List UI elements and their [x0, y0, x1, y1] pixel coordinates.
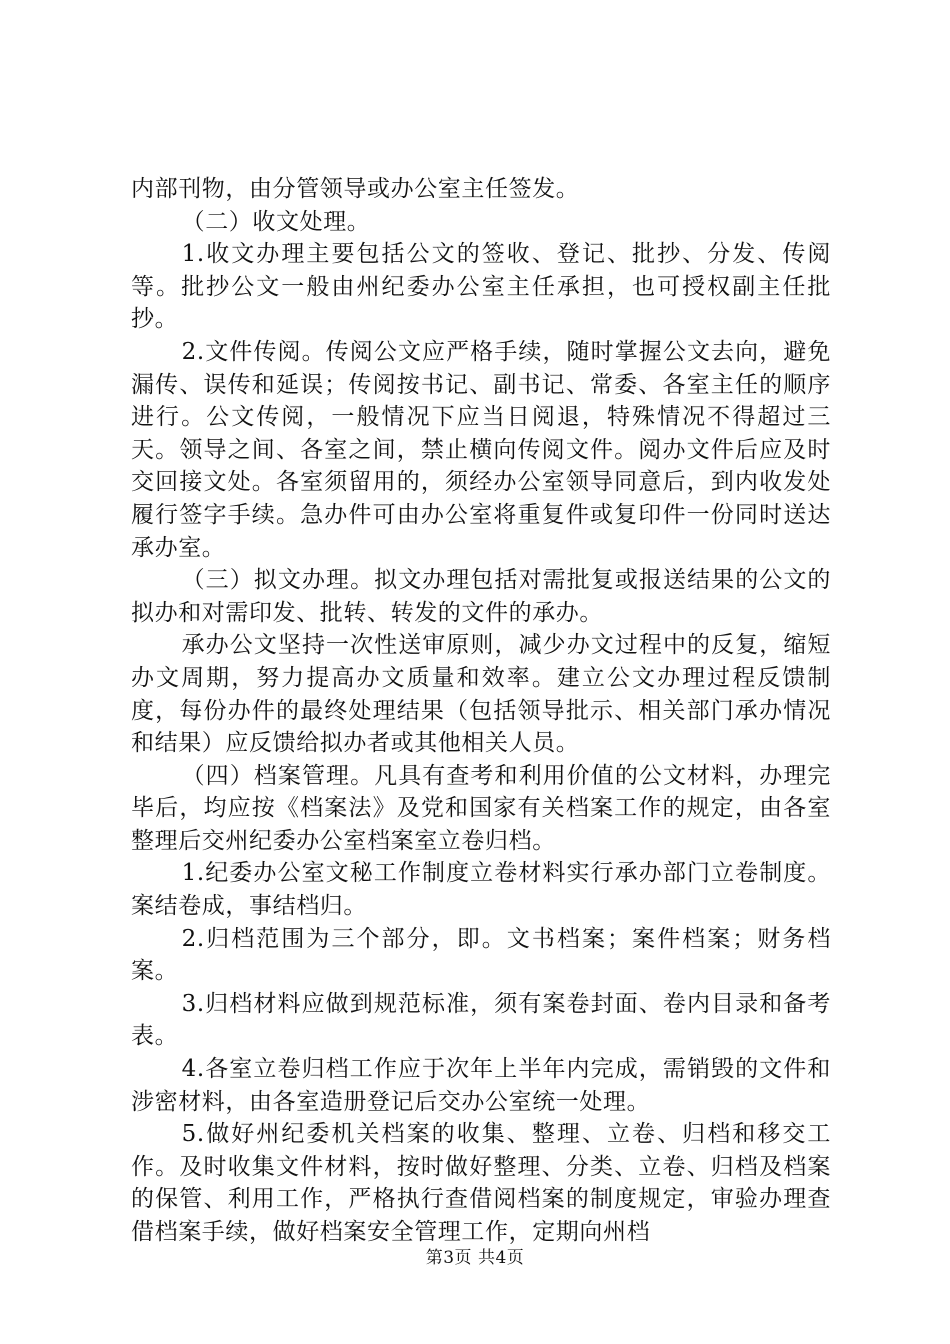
document-body	[131, 173, 831, 1249]
paragraph: 1.纪委办公室文秘工作制度立卷材料实行承办部门立卷制度。案结卷成，事结档归。	[131, 860, 831, 920]
paragraph: 1.收文办理主要包括公文的签收、登记、批抄、分发、传阅等。批抄公文一般由州纪委办公室主任承担，也可授权副主任批抄。	[131, 241, 831, 333]
paragraph: 承办公文坚持一次性送审原则，减少办文过程中的反复，缩短办文周期，努力提高办文质量和效率。建立公文办理过程反馈制度，每份办件的最终处理结果（包括领导批示、相关部门承办情况和结果）应反馈给拟办者或其他相关人员。	[131, 632, 831, 757]
paragraph: （四）档案管理。凡具有查考和利用价值的公文材料，办理完毕后，均应按《档案法》及党和国家有关档案工作的规定，由各室整理后交州纪委办公室档案室立卷归档。	[131, 762, 831, 854]
page-number-footer: 第3页 共4页	[425, 1248, 525, 1268]
paragraph: 5.做好州纪委机关档案的收集、整理、立卷、归档和移交工作。及时收集文件材料，按时做好整理、分类、立卷、归档及档案的保管、利用工作，严格执行查借阅档案的制度规定，审验办理查借档案手续，做好档案安全管理工作，定期向州档	[131, 1121, 831, 1245]
section-heading: （二）收文处理。	[181, 208, 371, 235]
paragraph: 4.各室立卷归档工作应于次年上半年内完成，需销毁的文件和涉密材料，由各室造册登记后交办公室统一处理。	[131, 1056, 831, 1115]
paragraph: 3.归档材料应做到规范标准，须有案卷封面、卷内目录和备考表。	[131, 990, 831, 1050]
paragraph: 内部刊物，由分管领导或办公室主任签发。	[131, 176, 580, 202]
paragraph: 2.文件传阅。传阅公文应严格手续，随时掌握公文去向，避免漏传、误传和延误；传阅按书记、副书记、常委、各室主任的顺序进行。公文传阅，一般情况下应当日阅退，特殊情况不得超过三天。领导之间、各室之间，禁止横向传阅文件。阅办文件后应及时交回接文处。各室须留用的，须经办公室领导同意后，到内收发处履行签字手续。急办件可由办公室将重复件或复印件一份同时送达承办室。	[131, 338, 831, 561]
paragraph: 2.归档范围为三个部分，即。文书档案；案件档案；财务档案。	[131, 925, 831, 985]
paragraph: （三）拟文办理。拟文办理包括对需批复或报送结果的公文的拟办和对需印发、批转、转发的文件的承办。	[131, 567, 831, 626]
